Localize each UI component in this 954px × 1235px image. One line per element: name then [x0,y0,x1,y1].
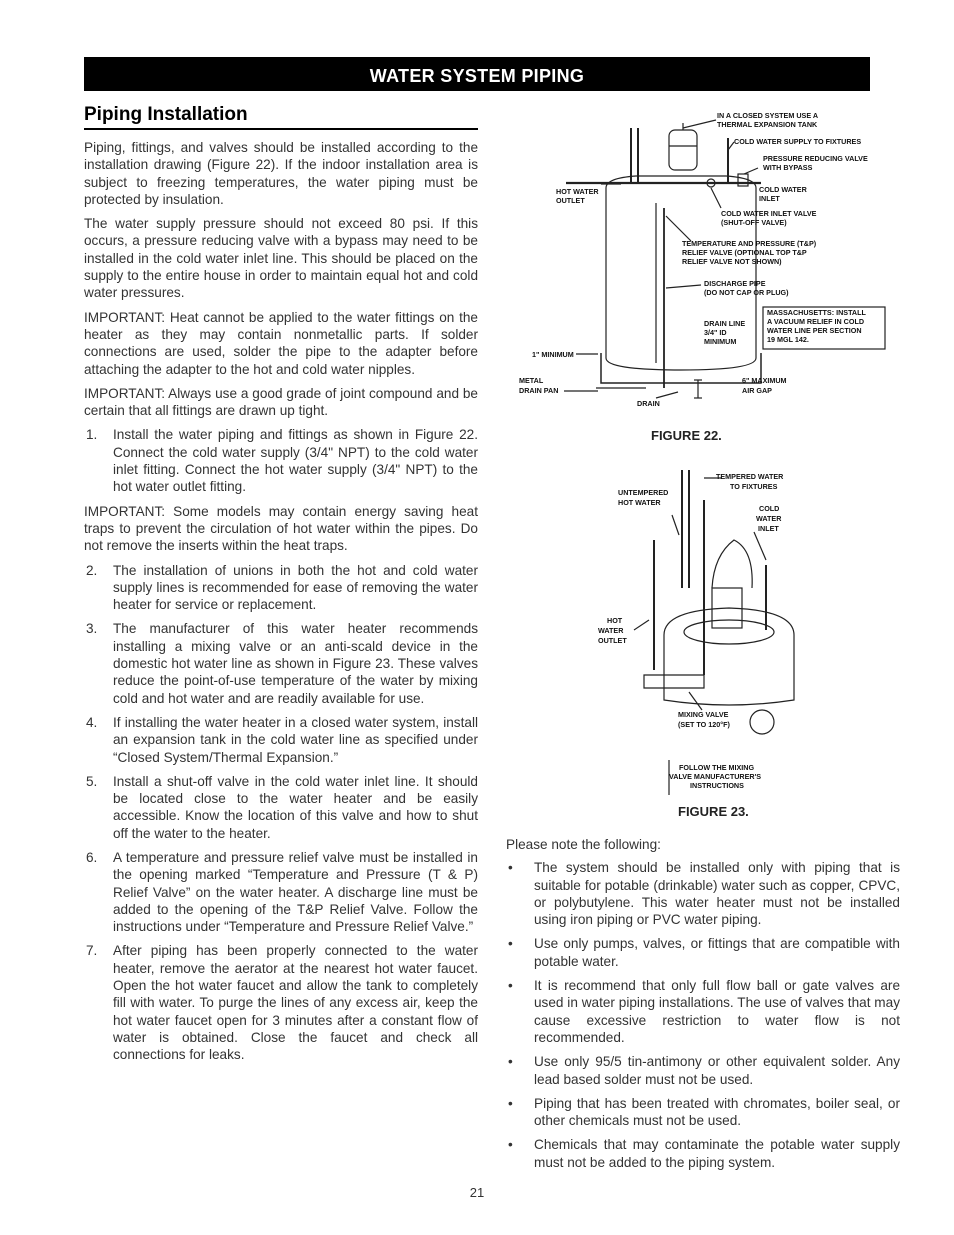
bullet: • [508,936,513,952]
step-item [84,426,478,495]
fig22-label: DRAIN PAN [519,386,559,395]
step-text: Install the water piping and fittings as shown in Figure 22. Connect the cold water supply (3/4" NPT) to the cold water inlet fitting. Connect the hot water supply (3/4" NPT) to the hot water outlet fitting. [113,427,478,495]
fig23-label: TEMPERED WATER [716,472,784,481]
list-item [506,935,900,970]
fig23-label: INSTRUCTIONS [690,781,744,790]
leader-line [744,168,758,174]
fig22-label: 6" MAXIMUM [742,376,787,385]
fig22-label: MINIMUM [704,337,737,346]
fig23-label: TO FIXTURES [730,482,778,491]
step-number: 7. [86,943,98,959]
step-text: The manufacturer of this water heater recommends installing a mixing valve or an anti-scald device in the domestic hot water line as shown in Figure 23. These valves reduce the point-of-use temperature of the water by mixing cold and hot water and are readily available for use. [113,621,478,706]
leader-line [711,188,721,208]
leader-line [672,515,679,535]
notes-list [506,859,900,1171]
list-item-text: It is recommend that only full flow ball or gate valves are used in water piping installations. The use of valves that may cause excessive restriction to water flow is not recommended. [534,978,900,1045]
figure-22-diagram [506,108,906,413]
figure-22-caption: FIGURE 22. [651,428,722,443]
step-item [84,562,478,614]
leader-line [754,532,766,560]
paragraph: Piping, fittings, and valves should be installed according to the installation drawing (Figure 22). If the indoor installation area is subject to freezing temperatures, the water piping must be protected by insulation. [84,140,478,207]
paragraph: IMPORTANT: Heat cannot be applied to the water fittings on the heater as they may contain nonmetallic parts. If solder connections are used, solder the pipe to the adapter before attaching the adapter to the hot and cold water nipples. [84,309,478,377]
fig22-label: METAL [519,376,544,385]
step-text: If installing the water heater in a closed water system, install an expansion tank in the cold water line as specified under “Closed System/Thermal Expansion.” [113,714,478,765]
fig23-label: HOT [607,616,623,625]
fig22-label: DISCHARGE PIPE [704,279,766,288]
mixing-valve-body [644,675,704,688]
list-item [506,1136,900,1171]
step-text: The installation of unions in both the hot and cold water supply lines is recommended for ease of removing the water heater for service or replacement. [113,562,478,613]
leader-line [666,216,691,241]
fig22-label: COLD WATER [759,185,807,194]
fig22-label: (SHUT-OFF VALVE) [721,218,787,227]
bullet: • [508,860,513,876]
left-column [84,139,478,1071]
fig22-label: THERMAL EXPANSION TANK [717,120,818,129]
list-item-text: Use only pumps, valves, or fittings that are compatible with potable water. [534,936,900,969]
fig23-label: (SET TO 120°F) [678,720,730,729]
leader-line [683,120,716,128]
list-item [506,859,900,928]
step-number: 4. [86,714,98,730]
fig22-label: 19 MGL 142. [767,335,809,344]
fig22-label: DRAIN [637,399,660,408]
leader-line [666,285,701,288]
step-item [84,942,478,1063]
fig22-label: PRESSURE REDUCING VALVE [763,154,868,163]
list-item [506,1095,900,1130]
fig23-label: HOT WATER [618,498,661,507]
fig23-label: WATER [598,626,624,635]
fig23-label: COLD [759,504,780,513]
bullet: • [508,1095,513,1111]
step-text: After piping has been properly connected to the water heater, remove the aerator at the nearest hot water faucet. Open the hot water faucet and allow the tank to completely fill with water. To purge the lines of any excess air, keep the hot water faucet open for 3 minutes after a constant flow of water is obtained. Close the faucet and check all connections for leaks. [113,943,478,1063]
list-item-text: Piping that has been treated with chromates, boiler seal, or other chemicals must not be used. [534,1095,900,1129]
paragraph: The water supply pressure should not exceed 80 psi. If this occurs, a pressure reducing valve with a bypass may need to be installed in the cold water inlet line. This should be placed on the supply to the entire house in order to maintain equal hot and cold water pressures. [84,216,478,301]
fig23-label: FOLLOW THE MIXING [679,763,755,772]
expansion-tank [669,130,697,170]
fig22-label: TEMPERATURE AND PRESSURE (T&P) [682,239,817,248]
step-item [84,773,478,842]
leader-line [656,392,678,398]
steps-list [84,426,478,495]
step-item [84,849,478,935]
fig22-label: A VACUUM RELIEF IN COLD [767,317,865,326]
list-item-text: Chemicals that may contaminate the potable water supply must not be added to the piping system. [534,1137,900,1170]
water-heater-top [664,608,794,705]
fig22-label: INLET [759,194,780,203]
fig22-label: AIR GAP [742,386,772,395]
section-banner: WATER SYSTEM PIPING [84,57,870,91]
heater-lid [684,620,774,644]
fig22-label: COLD WATER SUPPLY TO FIXTURES [734,137,862,146]
section-title: Piping Installation [84,104,478,130]
pressure-reducing-valve [738,174,748,186]
fig22-label: IN A CLOSED SYSTEM USE A [717,111,819,120]
fig22-label: HOT WATER [556,187,599,196]
fig23-label: MIXING VALVE [678,710,729,719]
fig22-label: (DO NOT CAP OR PLUG) [704,288,789,297]
step-number: 5. [86,773,98,789]
step-text: A temperature and pressure relief valve must be installed in the opening marked “Temperature and Pressure (T & P) Relief Valve” on the water heater. A discharge line must be added to the opening of the T&P Relief Valve. Follow the instructions under “Temperature and Pressure Relief Valve.” [113,849,478,935]
list-item-text: Use only 95/5 tin-antimony or other equivalent solder. Any lead based solder must not be used. [534,1054,900,1087]
bullet: • [508,1137,513,1153]
fig22-label: WITH BYPASS [763,163,813,172]
figure-23-drawing [594,460,824,795]
bullet: • [508,978,513,994]
step-text: Install a shut-off valve in the cold water inlet line. It should be located close to the water heater and be easily accessible. Know the location of this valve and how to shut off the water to the heater. [113,773,478,841]
figure-23-diagram [594,460,824,795]
fig23-label: UNTEMPERED [618,488,669,497]
fig22-label: DRAIN LINE [704,319,746,328]
fig23-label: VALVE MANUFACTURER'S [669,772,762,781]
metal-drain-pan [601,353,761,383]
page-number: 21 [469,1185,485,1200]
notes-intro: Please note the following: [506,837,661,852]
list-item [506,1053,900,1088]
figure-22-drawing [506,108,906,413]
fig23-label: OUTLET [598,636,627,645]
paragraph: IMPORTANT: Some models may contain energy saving heat traps to prevent the circulation of hot water within the pipes. Do not remove the inserts within the heat traps. [84,503,478,554]
paragraph: IMPORTANT: Always use a good grade of joint compound and be certain that all fittings are drawn up tight. [84,385,478,419]
leader-line [634,620,649,630]
step-item [84,714,478,766]
step-number: 6. [86,849,98,865]
fig22-label: OUTLET [556,196,585,205]
step-number: 3. [86,621,98,637]
fig22-label: RELIEF VALVE NOT SHOWN) [682,257,782,266]
step-number: 2. [86,562,98,578]
leader-line [689,692,702,710]
flue-elbow [712,540,752,588]
list-item [506,977,900,1046]
bullet: • [508,1054,513,1070]
fig22-label: COLD WATER INLET VALVE [721,209,817,218]
mixing-valve-detail [750,710,774,734]
list-item-text: The system should be installed only with piping that is suitable for potable (drinkable) water such as copper, CPVC, or polybutylene. This water heater must not be installed using iron piping or PVC water piping. [534,860,900,928]
fig22-label: 3/4" ID [704,328,727,337]
fig22-label: WATER LINE PER SECTION [767,326,862,335]
right-column [506,836,900,1178]
fig22-label: RELIEF VALVE (OPTIONAL TOP T&P [682,248,807,257]
fig23-label: INLET [758,524,779,533]
step-number: 1. [86,427,98,443]
step-item [84,620,478,706]
fig23-label: WATER [756,514,782,523]
figure-23-caption: FIGURE 23. [678,804,749,819]
fig22-label: 1" MINIMUM [532,350,574,359]
fig22-label: MASSACHUSETTS: INSTALL [767,308,866,317]
steps-list [84,562,478,1064]
